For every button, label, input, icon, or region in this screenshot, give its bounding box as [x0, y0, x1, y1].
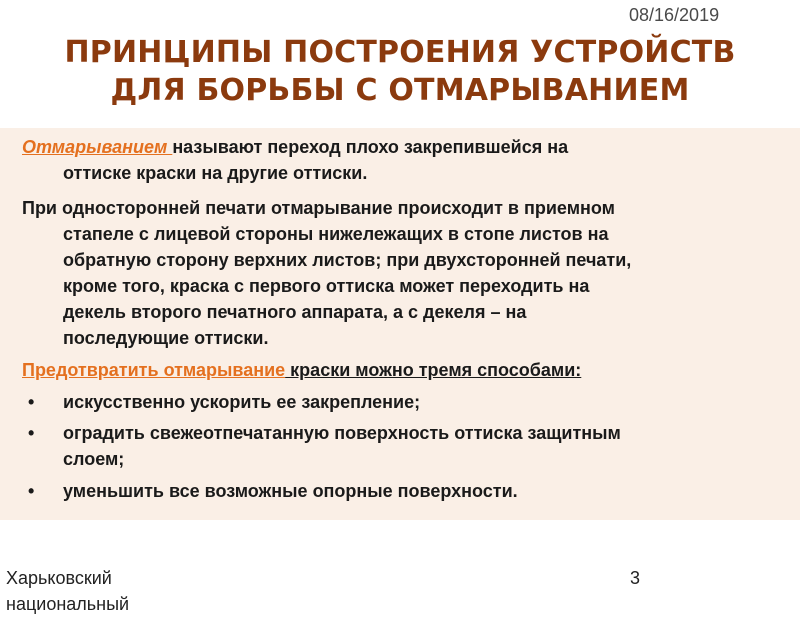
- bullet-marker: •: [28, 423, 35, 443]
- definition-line-1: [22, 134, 792, 160]
- bullet-text: [63, 389, 792, 415]
- definition-term: Отмарыванием: [22, 137, 173, 157]
- footer-organization-line-2: национальный: [6, 594, 130, 614]
- bullet-line: уменьшить все возможные опорные поверхности.: [63, 481, 518, 501]
- explanation-line-4: кроме того, краска с первого оттиска может переходить на: [63, 276, 590, 296]
- prevention-term: Предотвратить отмарывание: [22, 360, 286, 380]
- slide-date: 08/16/2019: [629, 5, 720, 25]
- bullet-line: слоем;: [63, 449, 125, 469]
- prevention-line: [22, 357, 792, 383]
- slide-title: [0, 34, 800, 110]
- explanation-line-5: декель второго печатного аппарата, а с декеля – на: [63, 302, 527, 322]
- prevention-paragraph: [22, 357, 792, 383]
- bullet-marker: •: [28, 392, 35, 412]
- explanation-paragraph: [22, 195, 792, 351]
- bullet-text: [63, 420, 792, 472]
- explanation-line-3: обратную сторону верхних листов; при двухсторонней печати,: [63, 250, 632, 270]
- bullet-marker: •: [28, 481, 35, 501]
- slide-title-line-1: ПРИНЦИПЫ ПОСТРОЕНИЯ УСТРОЙСТВ: [64, 35, 736, 70]
- definition-text: называют переход плохо закрепившейся на: [172, 137, 569, 157]
- explanation-line-6: последующие оттиски.: [63, 328, 269, 348]
- bullet-text: [63, 478, 792, 504]
- explanation-line-1: При односторонней печати отмарывание происходит в приемном: [22, 198, 615, 218]
- page-number: 3: [629, 568, 640, 588]
- slide-title-line-2: ДЛЯ БОРЬБЫ С ОТМАРЫВАНИЕМ: [110, 73, 690, 108]
- bullet-line: оградить свежеотпечатанную поверхность оттиска защитным: [63, 423, 621, 443]
- definition-paragraph: [22, 134, 792, 186]
- footer-organization: [6, 565, 206, 614]
- definition-line-2: оттиске краски на другие оттиски.: [63, 163, 368, 183]
- prevention-text: краски можно тремя способами:: [285, 360, 582, 380]
- bullet-line: искусственно ускорить ее закрепление;: [63, 392, 421, 412]
- explanation-line-2: стапеле с лицевой стороны нижележащих в стопе листов на: [63, 224, 609, 244]
- footer-organization-line-1: Харьковский: [6, 568, 112, 588]
